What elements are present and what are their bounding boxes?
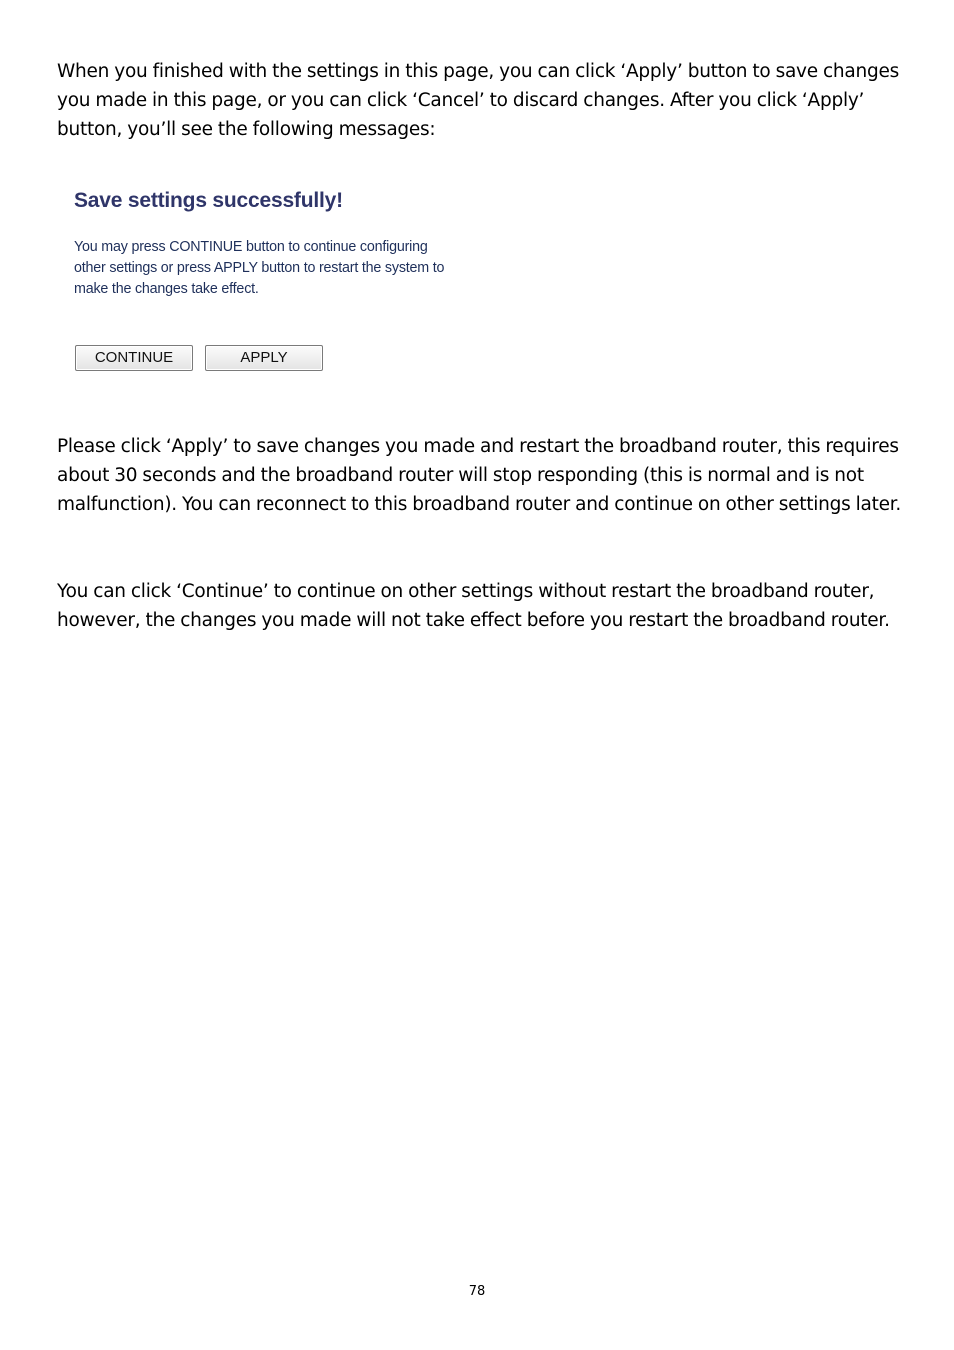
save-success-title: Save settings successfully! [74, 189, 343, 212]
continue-paragraph: You can click ‘Continue’ to continue on other settings without restart the broadband router, however, the changes you made will not take effect before you restart the broadband router. [57, 581, 890, 631]
apply-button[interactable]: APPLY [205, 345, 323, 371]
apply-paragraph: Please click ‘Apply’ to save changes you made and restart the broadband router, this requires about 30 seconds and the broadband router will stop responding (this is normal and is not malfunction). You can reconnect to this broadband router and continue on other settings later. [57, 436, 902, 515]
page-number: 78 [468, 1284, 486, 1299]
intro-paragraph: When you finished with the settings in this page, you can click ‘Apply’ button to save changes you made in this page, or you can click ‘Cancel’ to discard changes. After you click ‘Apply’ button, you’ll see the following messages: [57, 61, 899, 140]
save-settings-screenshot [62, 180, 462, 390]
continue-button[interactable]: CONTINUE [75, 345, 193, 371]
save-success-message: You may press CONTINUE button to continue configuring other settings or press APPLY button to restart the system to make the changes take effect. [74, 239, 445, 297]
